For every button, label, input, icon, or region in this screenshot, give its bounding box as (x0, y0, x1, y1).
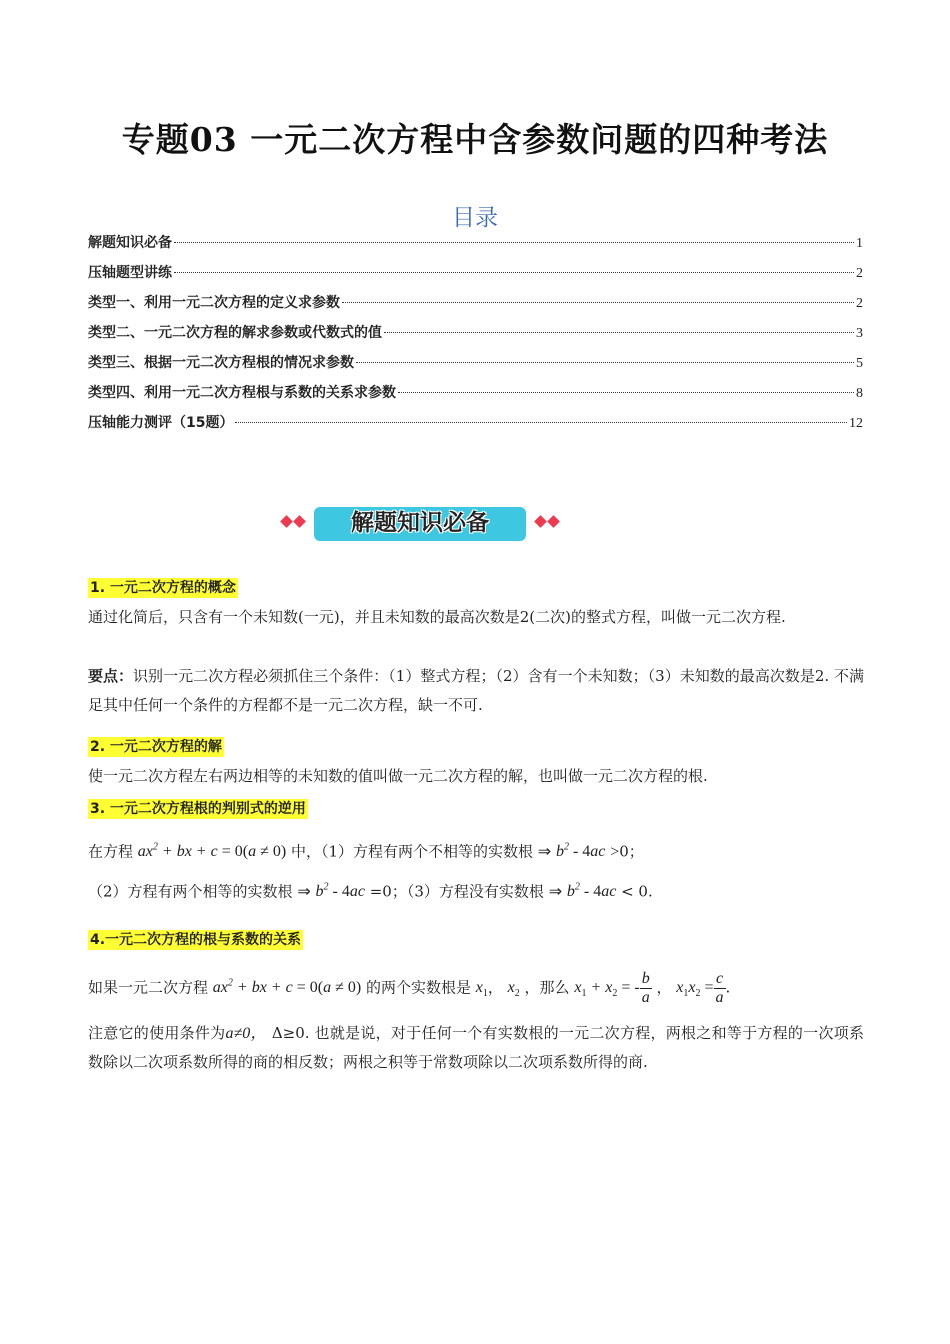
toc-item[interactable] (88, 348, 863, 378)
toc-item[interactable] (88, 228, 863, 258)
product-of-roots: $x_1x_2$ = $\frac{c}{a}$ (676, 970, 724, 1007)
vieta-note: 注意它的使用条件为a≠0， Δ≥0. 也就是说，对于任何一个有实数根的一元二次方程，两根之和等于方程的一次项系数除以二次项系数所得的商的相反数；两根之积等于常数项除以二次项系数所得的商. (88, 1024, 864, 1071)
toc-leader-dots (174, 272, 854, 273)
discriminant-expr: $b^2 - 4ac$ (555, 842, 606, 861)
toc-item-label: 类型四、利用一元二次方程根与系数的关系求参数 (88, 385, 396, 401)
discriminant-line-2: （2）方程有两个相等的实数根 ⇒ $b^2 - 4ac =0$；（3）方程没有实数根 ⇒ $b^2 - 4ac < 0$. (88, 882, 653, 901)
section-body: 使一元二次方程左右两边相等的未知数的值叫做一元二次方程的解，也叫做一元二次方程的根. (88, 767, 708, 785)
toc-leader-dots (235, 422, 847, 423)
banner-title: 解题知识必备 (351, 510, 489, 536)
sum-of-roots: $x_1 + x_2$ = - $\frac{b}{a}$ (574, 970, 650, 1007)
toc-leader-dots (342, 302, 854, 303)
key-points (88, 662, 864, 720)
toc-item[interactable] (88, 378, 863, 408)
toc-leader-dots (398, 392, 854, 393)
key-text: 识别一元二次方程必须抓住三个条件：（1）整式方程；（2）含有一个未知数；（3）未知数的最高次数是2. 不满足其中任何一个条件的方程都不是一元二次方程，缺一不可. (88, 667, 864, 714)
implies-symbol: ⇒ (537, 843, 552, 861)
toc-item-page: 5 (856, 356, 863, 371)
toc-item[interactable] (88, 288, 863, 318)
toc-item-page: 8 (856, 386, 863, 401)
diamond-icon (280, 515, 293, 528)
toc-leader-dots (356, 362, 854, 363)
toc-item-page: 2 (856, 266, 863, 281)
discriminant-line-1: 在方程 $ax^2$ + bx + c = 0(a ≠ 0) 中，（1）方程有两个不相等的实数根 ⇒ $b^2 - 4ac >0$； (88, 842, 644, 861)
toc-item-label: 类型二、一元二次方程的解求参数或代数式的值 (88, 325, 382, 341)
toc-item-label: 压轴能力测评（15题） (88, 415, 234, 431)
toc-item[interactable] (88, 258, 863, 288)
section-heading: 2. 一元二次方程的解 (90, 739, 222, 755)
toc-item-label: 类型一、利用一元二次方程的定义求参数 (88, 295, 340, 311)
section-heading: 3. 一元二次方程根的判别式的逆用 (90, 801, 306, 817)
toc-heading: 目录 (452, 205, 498, 231)
toc-item-page: 2 (856, 296, 863, 311)
toc-leader-dots (174, 242, 854, 243)
diamond-icon (293, 515, 306, 528)
section-body: 通过化简后，只含有一个未知数(一元)，并且未知数的最高次数是2(二次)的整式方程，叫做一元二次方程. (88, 608, 786, 626)
equation: $ax^2$ + bx + c = 0(a ≠ 0) (137, 842, 287, 861)
vieta-line: 如果一元二次方程 $ax^2$ + bx + c = 0(a ≠ 0) 的两个实数根是 $x_1$， $x_2$ ，那么 $x_1 + x_2$ = - $\frac{b}{a}$ ， $x_1x_2$ = $\frac{c}{a}$ . (88, 970, 731, 1007)
toc-item-page: 12 (849, 416, 863, 431)
equation: $ax^2$ + bx + c = 0(a ≠ 0) (212, 978, 362, 997)
toc-leader-dots (384, 332, 854, 333)
table-of-contents (88, 228, 863, 438)
section-banner (278, 503, 568, 547)
root-x1: $x_1$ (475, 979, 488, 1000)
key-label: 要点： (88, 667, 134, 685)
discriminant-expr: $b^2 - 4ac$ (566, 882, 617, 901)
implies-symbol: ⇒ (548, 883, 563, 901)
diamond-icon (547, 515, 560, 528)
toc-item-page: 1 (856, 236, 863, 251)
toc-item[interactable] (88, 318, 863, 348)
discriminant-expr: $b^2 - 4ac$ (315, 882, 365, 901)
section-heading: 4.一元二次方程的根与系数的关系 (90, 932, 302, 948)
section-heading: 1. 一元二次方程的概念 (90, 580, 236, 596)
toc-item-label: 类型三、根据一元二次方程根的情况求参数 (88, 355, 354, 371)
toc-item-label: 解题知识必备 (88, 235, 172, 251)
implies-symbol: ⇒ (297, 883, 311, 901)
toc-item-page: 3 (856, 326, 863, 341)
diamond-icon (534, 515, 547, 528)
page-title: 专题03 一元二次方程中含参数问题的四种考法 (121, 120, 829, 159)
toc-item-label: 压轴题型讲练 (88, 265, 172, 281)
toc-item[interactable] (88, 408, 863, 438)
root-x2: $x_2$ (507, 979, 520, 1000)
